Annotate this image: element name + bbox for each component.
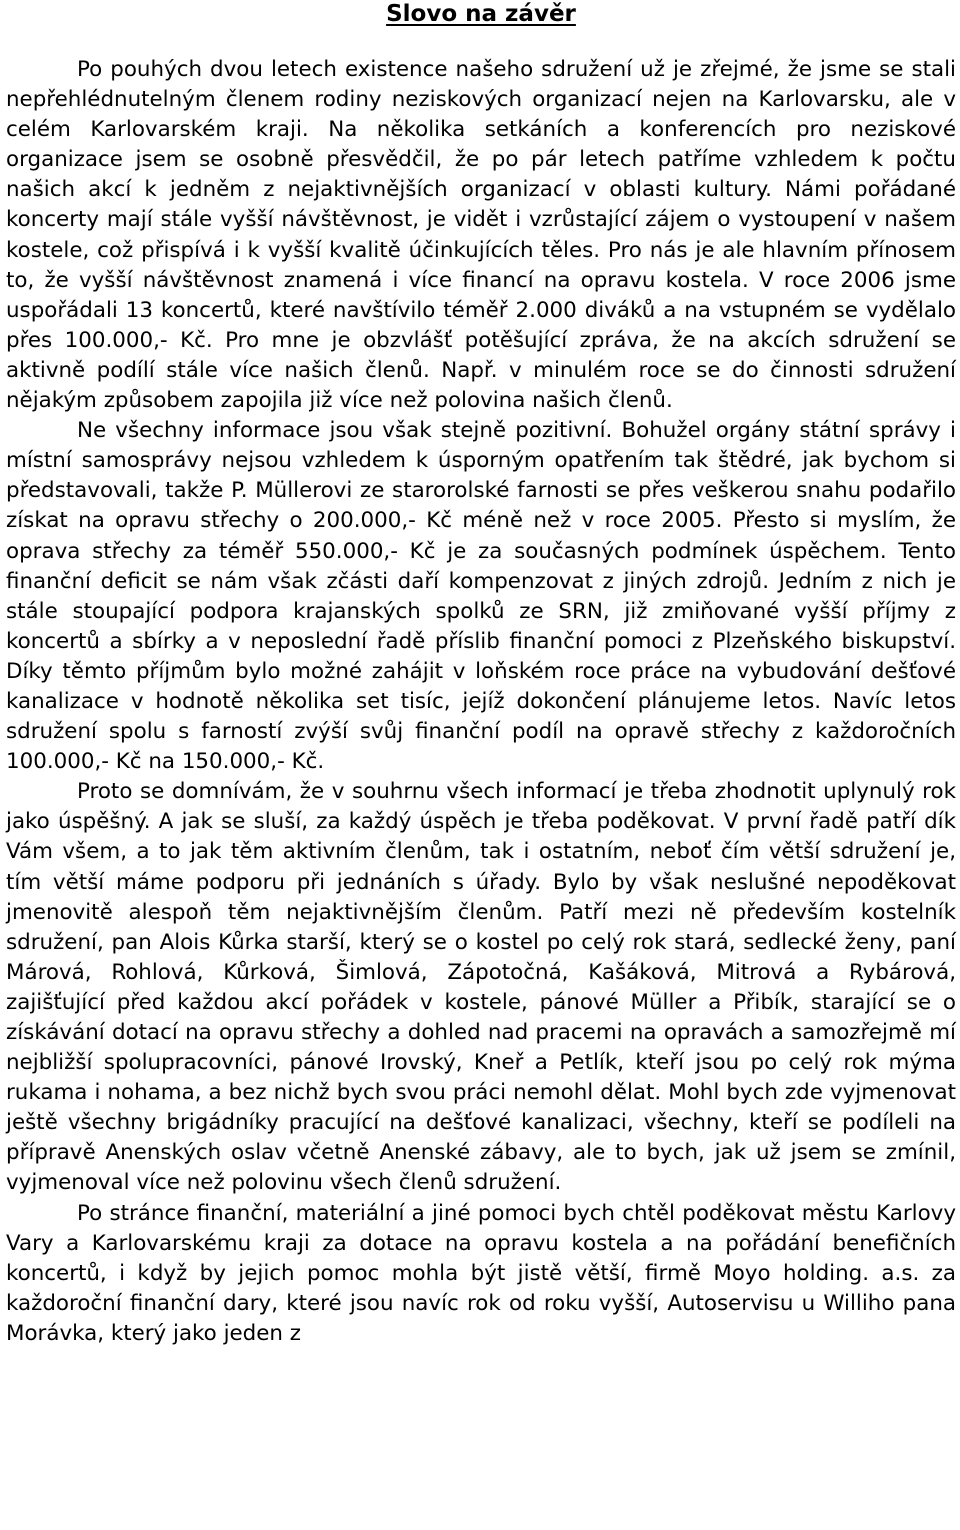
paragraph-3: Proto se domnívám, že v souhrnu všech informací je třeba zhodnotit uplynulý rok jako úspěšný. A jak se sluší, za každý úspěch je třeba poděkovat. V první řadě patří dík Vám všem, a to jak těm aktivním členům, tak i ostatním, neboť čím větší sdružení je, tím větší máme podporu při jednáních s úřady. Bylo by však neslušné nepoděkovat jmenovitě alespoň těm nejaktivnějším členům. Patří mezi ně především kostelník sdružení, pan Alois Kůrka starší, který se o kostel po celý rok stará, sedlecké ženy, paní Márová, Rohlová, Kůrková, Šimlová, Zápotočná, Kašáková, Mitrová a Rybárová, zajišťující před každou akcí pořádek v kostele, pánové Müller a Přibík, starající se o získávání dotací na opravu střechy a dohled nad pracemi na opravách a samozřejmě mí nejbližší spolupracovníci, pánové Irovský, Kneř a Petlík, kteří jsou po celý rok mýma rukama i nohama, a bez nichž bych svou práci nemohl dělat. Mohl bych zde vyjmenovat ještě všechny brigádníky pracující na dešťové kanalizaci, všechny, kteří se podíleli na přípravě Anenských oslav včetně Anenské zábavy, ale to bych, jak už jsem se zmínil, vyjmenoval více než polovinu všech členů sdružení. bbox=[6, 779, 956, 1196]
paragraph-2: Ne všechny informace jsou však stejně pozitivní. Bohužel orgány státní správy i místní samosprávy nejsou vzhledem k úsporným opatřením tak štědré, jak bychom si představovali, takže P. Müllerovi ze starorolské farnosti se přes veškerou snahu podařilo získat na opravu střechy o 200.000,- Kč méně než v roce 2005. Přesto si myslím, že oprava střechy za téměř 550.000,- Kč je za současných podmínek úspěchem. Tento finanční deficit se nám však zčásti daří kompenzovat z jiných zdrojů. Jedním z nich je stále stoupající podpora krajanských spolků ze SRN, již zmiňované vyšší příjmy z koncertů a sbírky a v neposlední řadě příslib finanční pomoci z Plzeňského biskupství. Díky těmto příjmům bylo možné zahájit v loňském roce práce na vybudování dešťové kanalizace v hodnotě několika set tisíc, jejíž dokončení plánujeme letos. Navíc letos sdružení spolu s farností zvýší svůj finanční podíl na opravě střechy z každoročních 100.000,- Kč na 150.000,- Kč. bbox=[6, 418, 956, 775]
document-page bbox=[6, 0, 956, 1349]
paragraph-1: Po pouhých dvou letech existence našeho sdružení už je zřejmé, že jsme se stali nepřehlédnutelným členem rodiny neziskových organizací nejen na Karlovarsku, ale v celém Karlovarském kraji. Na několika setkáních a konferencích pro neziskové organizace jsem se osobně přesvědčil, že po pár letech patříme vzhledem k počtu našich akcí k jedněm z nejaktivnějších organizací v oblasti kultury. Námi pořádané koncerty mají stále vyšší návštěvnost, je vidět i vzrůstající zájem o vystoupení v našem kostele, což přispívá i k vyšší kvalitě účinkujících těles. Pro nás je ale hlavním přínosem to, že vyšší návštěvnost znamená i více financí na opravu kostela. V roce 2006 jsme uspořádali 13 koncertů, které navštívilo téměř 2.000 diváků a na vstupném se vydělalo přes 100.000,- Kč. Pro mne je obzvlášť potěšující zpráva, že na akcích sdružení se aktivně podílí stále více našich členů. Např. v minulém roce se do činnosti sdružení nějakým způsobem zapojila již více než polovina našich členů. bbox=[6, 57, 956, 414]
paragraph-4: Po stránce finanční, materiální a jiné pomoci bych chtěl poděkovat městu Karlovy Vary a Karlovarskému kraji za dotace na opravu kostela a na pořádání benefičních koncertů, i když by jejich pomoc mohla být jistě větší, firmě Moyo holding. a.s. za každoroční finanční dary, které jsou navíc rok od roku vyšší, Autoservisu u Williho pana Morávka, který jako jeden z bbox=[6, 1200, 956, 1346]
page-title: Slovo na závěr bbox=[386, 1, 576, 27]
